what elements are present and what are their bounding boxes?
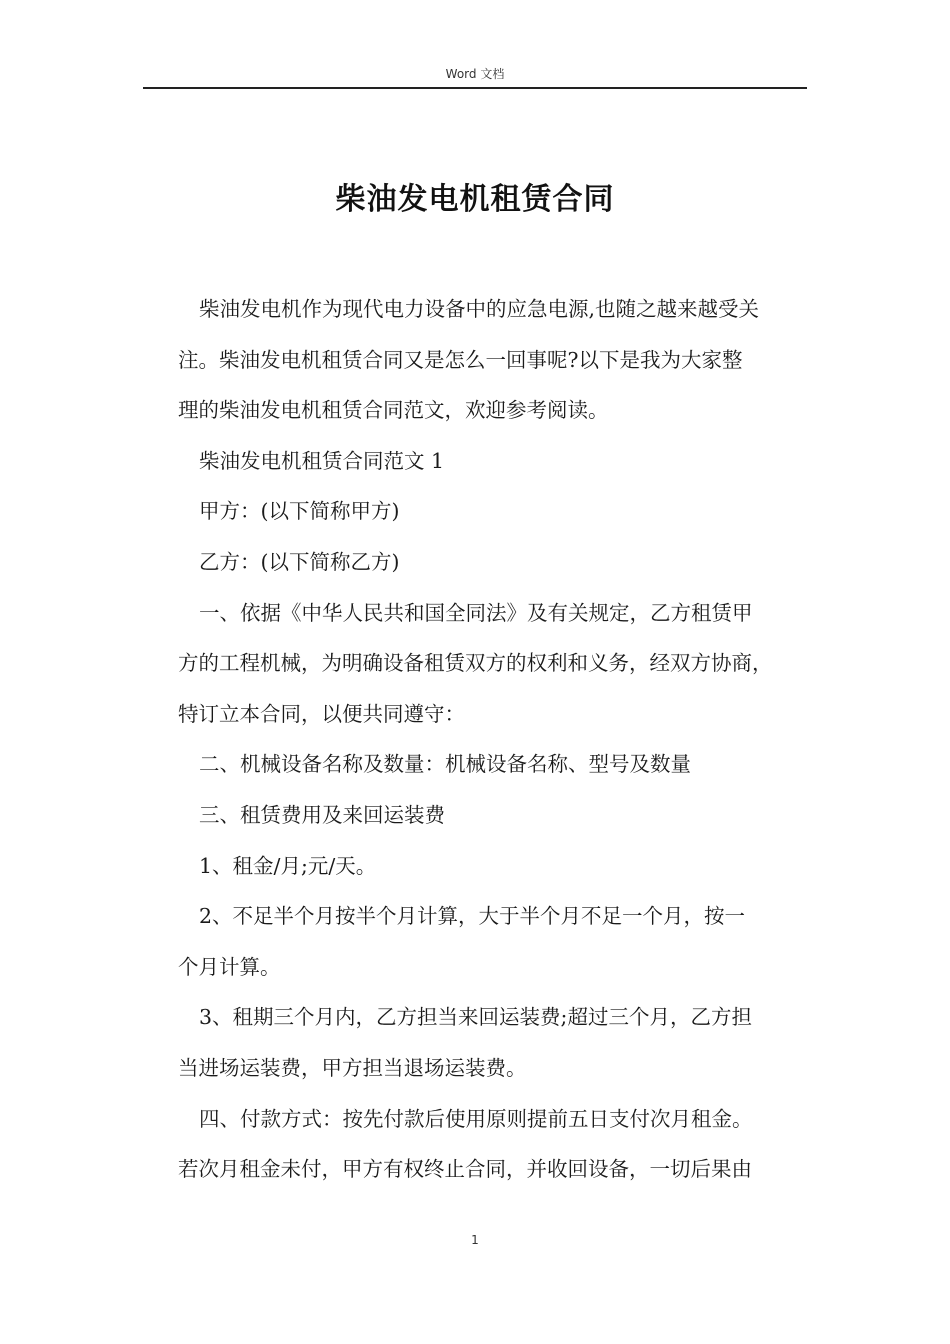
text-line: 理的柴油发电机租赁合同范文，欢迎参考阅读。 xyxy=(178,398,609,423)
paragraph-clause-2 xyxy=(178,739,812,790)
paragraph-clause-3 xyxy=(178,790,812,841)
paragraph-sample-heading xyxy=(178,436,812,487)
text-line: 甲方：(以下简称甲方) xyxy=(199,499,400,524)
paragraph-party-b xyxy=(178,537,812,588)
text-line: 3、租期三个月内，乙方担当来回运装费;超过三个月，乙方担 xyxy=(199,1005,752,1030)
text-line: 个月计算。 xyxy=(178,954,281,979)
paragraph-item-1 xyxy=(178,841,812,892)
text-line: 柴油发电机租赁合同范文 1 xyxy=(199,448,445,473)
paragraph-item-3 xyxy=(178,992,812,1093)
text-line: 四、付款方式：按先付款后使用原则提前五日支付次月租金。 xyxy=(199,1106,753,1131)
paragraph-intro xyxy=(178,284,812,436)
paragraph-clause-1 xyxy=(178,588,812,740)
page-number: 1 xyxy=(471,1233,479,1247)
text-line: 2、不足半个月按半个月计算，大于半个月不足一个月，按一 xyxy=(199,904,746,929)
text-line: 特订立本合同，以便共同遵守： xyxy=(178,701,465,726)
text-line: 三、租赁费用及来回运装费 xyxy=(199,802,445,827)
text-line: 当进场运装费，甲方担当退场运装费。 xyxy=(178,1055,527,1080)
text-line: 二、机械设备名称及数量：机械设备名称、型号及数量 xyxy=(199,752,691,777)
header-divider xyxy=(143,87,807,89)
running-header: Word 文档 xyxy=(445,67,505,81)
text-line: 柴油发电机作为现代电力设备中的应急电源,也随之越来越受关 xyxy=(199,297,760,321)
document-title: 柴油发电机租赁合同 xyxy=(335,182,615,218)
text-line: 若次月租金未付，甲方有权终止合同，并收回设备，一切后果由 xyxy=(178,1157,752,1182)
text-line: 注。柴油发电机租赁合同又是怎么一回事呢?以下是我为大家整 xyxy=(178,347,743,372)
document-body xyxy=(178,284,812,1195)
paragraph-party-a xyxy=(178,486,812,537)
text-line: 1、租金/月;元/天。 xyxy=(199,853,377,878)
paragraph-item-2 xyxy=(178,891,812,992)
text-line: 乙方：(以下简称乙方) xyxy=(199,549,400,574)
text-line: 一、依据《中华人民共和国全同法》及有关规定，乙方租赁甲 xyxy=(199,600,753,625)
text-line: 方的工程机械，为明确设备租赁双方的权利和义务，经双方协商， xyxy=(178,651,773,676)
paragraph-clause-4 xyxy=(178,1094,812,1195)
